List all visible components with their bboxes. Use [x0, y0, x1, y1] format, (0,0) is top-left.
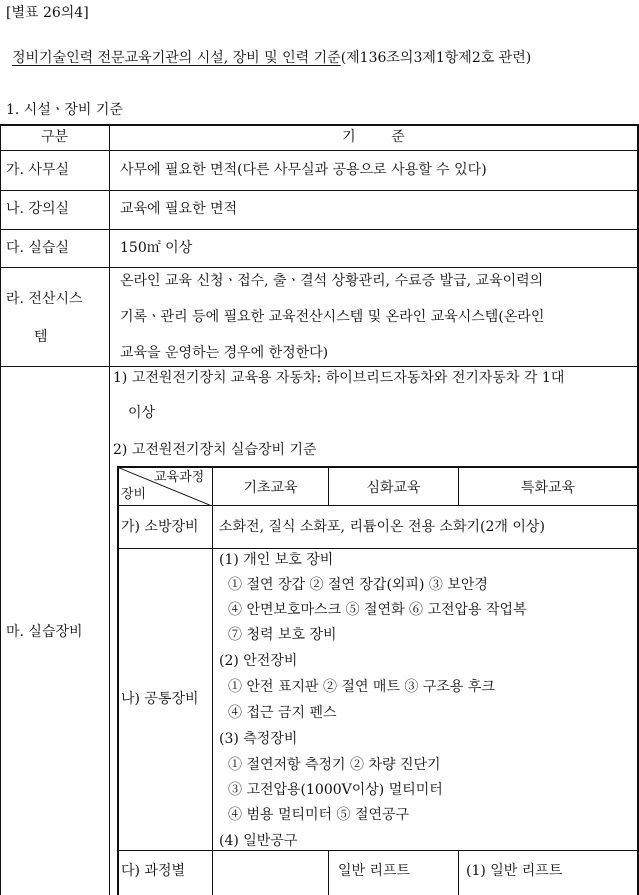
document-title — [12, 47, 531, 67]
diagonal-label-course: 교육과정 — [154, 470, 205, 485]
sub-table-column-divider — [328, 850, 329, 895]
sub-table-row-divider — [117, 850, 637, 851]
common-line: ① 절연저항 측정기 ② 차량 진단기 — [228, 757, 441, 773]
row-label-it-system-line1: 라. 전산시스 — [6, 291, 83, 307]
common-line: (4) 일반공구 — [219, 833, 298, 849]
row-text-lecture: 교육에 필요한 면적 — [120, 201, 238, 217]
table-header-divider — [0, 150, 639, 151]
equipment-item1-line1: 1) 고전원전기장치 교육용 자동차: 하이브리드자동차와 전기자동차 각 1대 — [113, 370, 565, 386]
common-line: ⑦ 청력 보호 장비 — [228, 627, 337, 643]
row-text-it-system-line1: 온라인 교육 신청ㆍ접수, 출ㆍ결석 상황관리, 수료증 발급, 교육이력의 — [120, 273, 544, 289]
common-line: (1) 개인 보호 장비 — [219, 552, 334, 568]
course-special-text: (1) 일반 리프트 — [466, 863, 563, 879]
column-basic: 기초교육 — [243, 480, 298, 496]
table-row-divider — [0, 190, 639, 191]
header-category: 구분 — [40, 129, 69, 145]
course-intermediate-text: 일반 리프트 — [338, 863, 411, 879]
sub-row-text-fire: 소화전, 질식 소화포, 리튬이온 전용 소화기(2개 이상) — [219, 519, 545, 535]
row-label-lecture: 나. 강의실 — [6, 201, 69, 217]
row-text-it-system-line2: 기록ㆍ관리 등에 필요한 교육전산시스템 및 온라인 교육시스템(온라인 — [120, 309, 545, 325]
common-line: ① 안전 표지판 ② 절연 매트 ③ 구조용 후크 — [228, 679, 495, 695]
equipment-item2: 2) 고전원전기장치 실습장비 기준 — [113, 442, 317, 458]
sub-row-label-fire: 가) 소방장비 — [121, 519, 199, 535]
row-label-office: 가. 사무실 — [6, 162, 69, 178]
table-row-divider — [0, 229, 639, 230]
table-left-border — [0, 124, 1, 895]
row-text-practice-room: 150㎡ 이상 — [120, 240, 193, 256]
common-line: (3) 측정장비 — [219, 731, 298, 747]
row-label-it-system-line2: 템 — [34, 329, 48, 345]
sub-table-label-divider — [212, 466, 213, 895]
sub-table-column-divider — [458, 850, 459, 895]
column-intermediate: 심화교육 — [366, 480, 421, 496]
diagonal-label-equipment: 장비 — [121, 487, 147, 502]
common-line: (2) 안전장비 — [219, 653, 298, 669]
common-line: ④ 접근 금지 펜스 — [228, 705, 337, 721]
row-label-practice-room: 다. 실습실 — [6, 240, 69, 256]
row-text-it-system-line3: 교육을 운영하는 경우에 한정한다) — [120, 345, 329, 361]
row-label-equipment: 마. 실습장비 — [6, 624, 83, 640]
table-column-divider — [109, 124, 110, 895]
document-title-main: 정비기술인력 전문교육기관의 시설, 장비 및 인력 기준 — [12, 50, 341, 66]
table-top-border — [0, 124, 639, 126]
common-line: ③ 고전압용(1000V이상) 멀티미터 — [228, 782, 443, 798]
annex-label: [별표 26의4] — [6, 5, 89, 21]
sub-row-label-common: 나) 공통장비 — [121, 691, 199, 707]
common-line: ④ 안면보호마스크 ⑤ 절연화 ⑥ 고전압용 작업복 — [228, 602, 527, 618]
sub-row-label-course: 다) 과정별 — [121, 863, 186, 879]
sub-table-left-border — [117, 466, 119, 895]
sub-table-row-divider — [117, 548, 637, 549]
document-title-reference: (제136조의3제1항제2호 관련) — [340, 50, 532, 66]
row-text-office: 사무에 필요한 면적(다른 사무실과 공용으로 사용할 수 있다) — [120, 162, 487, 178]
equipment-item1-line2: 이상 — [128, 405, 156, 421]
header-standard: 기 준 — [342, 129, 405, 145]
common-line: ① 절연 장갑 ② 절연 장갑(외피) ③ 보안경 — [228, 577, 488, 593]
section-heading: 1. 시설ㆍ장비 기준 — [6, 102, 123, 118]
column-special: 특화교육 — [520, 480, 576, 496]
table-row-divider — [0, 267, 639, 268]
table-row-divider — [0, 366, 639, 367]
common-line: ④ 범용 멀티미터 ⑤ 절연공구 — [228, 807, 410, 823]
